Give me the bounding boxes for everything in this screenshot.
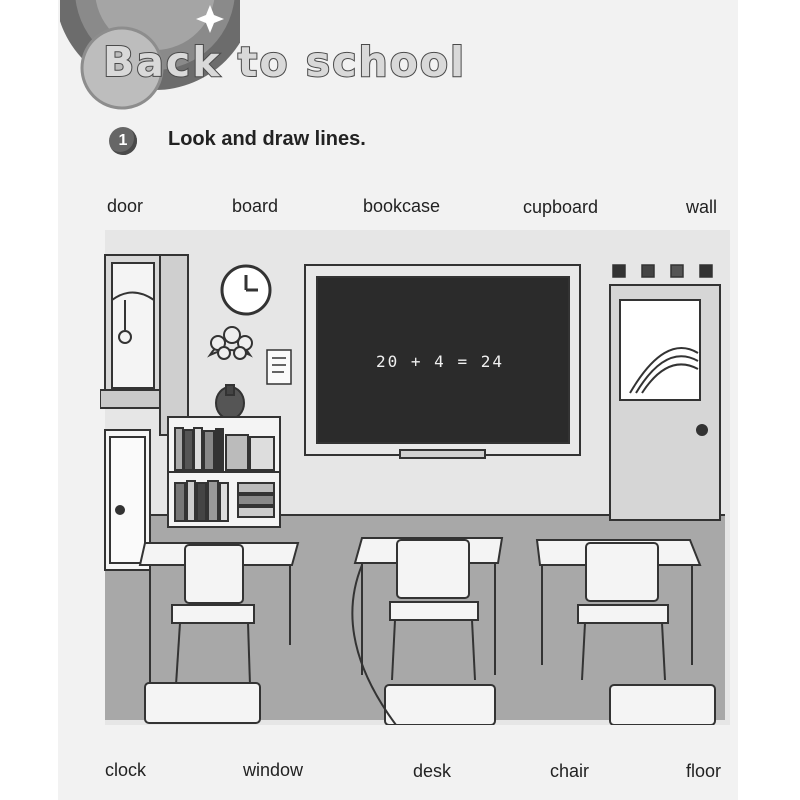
notice-paper — [267, 350, 291, 384]
word-door[interactable]: door — [107, 196, 144, 216]
word-chair[interactable]: chair — [550, 761, 590, 781]
word-clock[interactable]: clock — [105, 760, 147, 780]
exercise-number-badge: 1 — [109, 127, 137, 155]
page-title: Back to school — [103, 38, 467, 86]
word-window[interactable]: window — [243, 760, 304, 780]
classroom-illustration — [100, 225, 740, 725]
door-drawing — [610, 285, 720, 520]
word-cupboard[interactable]: cupboard — [523, 197, 599, 217]
clock-drawing — [222, 266, 270, 314]
window-drawing — [100, 255, 188, 435]
word-desk[interactable]: desk — [413, 761, 452, 781]
word-floor[interactable]: floor — [686, 761, 722, 781]
word-wall[interactable]: wall — [686, 197, 718, 217]
word-board[interactable]: board — [232, 196, 279, 216]
bookcase-drawing — [168, 417, 280, 527]
board-equation: 20 + 4 = 24 — [376, 352, 504, 371]
exercise-instruction: Look and draw lines. — [168, 128, 366, 150]
word-bookcase[interactable]: bookcase — [363, 196, 441, 216]
